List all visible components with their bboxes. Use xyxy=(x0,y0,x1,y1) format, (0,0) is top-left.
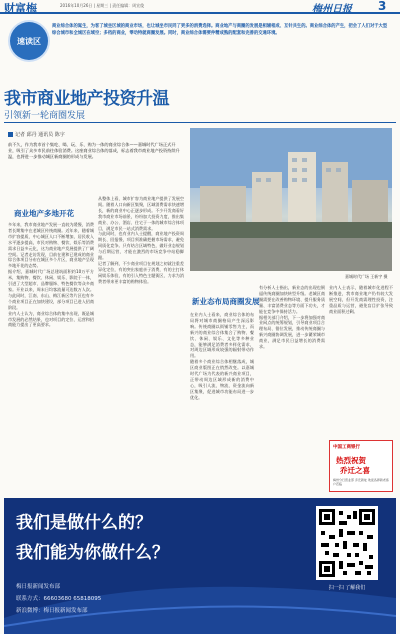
byline-text: 记者 邱丹 通讯员 陈宇 xyxy=(15,132,65,138)
paragraph: 在业内人士看来，商业综合体的布局将对城市商圈格局产生深远影响。传统商圈以街铺零售为主，而新兴的商业综合体集合了购物、餐饮、休闲、娱乐、文化等多种业态，能够满足消费者多样化需求，对周边区域形成较强的辐射带动作用。 xyxy=(190,312,254,359)
article-headline: 我市商业地产投资升温 xyxy=(4,89,169,109)
ad-title: 热烈祝贺 xyxy=(336,456,366,465)
banner-question-2: 我们能为你做什么？ xyxy=(16,543,169,563)
building-photo xyxy=(190,128,392,271)
masthead xyxy=(0,0,400,14)
quick-read-badge: 速读区 xyxy=(10,22,48,60)
paragraph: 据相关部门介绍，下一步将加强对商业网点的统筹规划，引导商业项目合理布局、错位发展，推动传统商圈与新兴商圈协调发展，进一步繁荣城市商业，满足市民日益增长的消费需求。 xyxy=(259,314,325,350)
paragraph: 随着多个商业综合体相继落成，城区商业版图正在悄然改变。以嘉城时代广场为代表的新兴商业项目，正带动周边区域形成新的消费中心，吸引人流、物流、资金流向新区集聚，促进城市功能布局进一步优化。 xyxy=(190,359,254,400)
lead-summary: 商业综合体的诞生，为客了城坐区城的商业市场，也让城坐市民同了更多的消费选择。商业地产与商圈的发展是相辅相成、互针共生的。商业综合体的产生，把会了人们对于大型综合城市和全城区在域空；多档的商业，零动特就商圈发展。同时，商业综合体需要仲精成熟的配套和完善的交通环境。 xyxy=(52,24,388,36)
photo-caption: 嘉城时代广场 王新宇 摄 xyxy=(345,274,388,279)
newspaper-name: 梅州日报 xyxy=(312,4,352,15)
bank-logo: 中国工商银行 xyxy=(333,445,360,450)
paragraph: 业内人士表示，随着城市化进程不断推进，我市商业地产仍有较大发展空间，但开发商需理性投资，注重品质与运营，避免盲目扩张导致商业面积过剩。 xyxy=(329,285,393,314)
issue-meta: 2016年10月26日 | 星期三 | 责任编辑：周宣俊 xyxy=(60,3,145,8)
column-1 xyxy=(8,222,94,492)
section-name: 财富梅 xyxy=(4,2,37,15)
paragraph: 多年来，我市商业地产发展一直较为缓慢，消费者长期集中在老城区传统商圈。近年来，随着城市扩容提质，中心城区人口不断增加，居民收入水平逐步提高，市民对购物、餐饮、娱乐等消费需求日益多元化，这为商业地产发展提供了广阔空间。记者走访发现，目前在建和已建成的商业综合体项目分布在城区多个片区，商业地产呈现多地开花的态势。 xyxy=(8,222,94,269)
column-3 xyxy=(190,312,254,494)
paragraph: 有分析人士指出，新业态的出现也倒逼传统商圈加快转型升级。老城区商圈需要在改善购物环境、提升服务质量、丰富消费业态等方面下功夫，才能在竞争中保持活力。 xyxy=(259,285,325,314)
qr-code[interactable] xyxy=(316,506,378,580)
building-photo-image xyxy=(190,128,392,271)
article-subheadline: 引领新一轮商圈发展 xyxy=(4,111,86,121)
page-number: 3 xyxy=(378,0,387,13)
intro-paragraph: 前不久，作为我市首个集吃、喝、玩、乐、购为一体的商业综合体——嘉城时代广场正式开业，吸引了众多市民前往体验消费。这座商业综合体的落成，标志着我市商业地产投资持续升温，也将进一步推动城区新商圈的形成与发展。 xyxy=(8,142,180,159)
paragraph: 与此同时，也有业内人士提醒，商业地产投资周期长、回报慢，项目须准确把握市场需求，避免同质化竞争。只有结合区域特色，做好业态规划与后期运营，才能在激烈的市场竞争中站稳脚跟。 xyxy=(98,231,184,261)
column-5 xyxy=(329,285,393,435)
qr-code-icon xyxy=(319,509,375,577)
bank-advertisement[interactable] xyxy=(329,440,393,492)
paragraph: 从整体上看，城市扩容为商业地产提供了发展空间。随着人口向新区集聚，区域消费需求快速增长，新的商业中心正逐步形成。不少开发商看好我市商业市场前景，纷纷加大投资力度，推出集商业、办公、酒店、住宅于一体的城市综合体项目，满足市民一站式消费需求。 xyxy=(98,196,184,231)
ad-footer: 梅州分行营业部 乔迁新址 欢迎各界新老客户莅临 xyxy=(333,478,389,486)
byline xyxy=(8,131,65,138)
paragraph: 业内人士认为，商业综合体的集中出现，既是城市发展的必然结果，也对项目的定位、运营和招商能力提出了更高要求。 xyxy=(8,310,94,328)
section-title-2: 新业态布局商圈发展 xyxy=(192,297,260,306)
banner-weibo: 新浪微博：梅日报新闻发布部 xyxy=(16,608,88,614)
banner-dept: 梅日报新闻发布部 xyxy=(16,584,61,590)
banner-phone: 联系方式：66603680 65818095 xyxy=(16,596,102,602)
column-2 xyxy=(98,196,184,492)
headline-divider xyxy=(4,122,396,123)
qr-caption: 扫一扫 了解我们 xyxy=(328,585,366,591)
paragraph: 记者了解到，不少商业项目在规划之初就注重差异化定位，有的突出家庭亲子消费，有的主打休闲娱乐体验，有的引入特色主题街区，力求为消费者带来更丰富的购物体验。 xyxy=(98,260,184,284)
banner-question-1: 我们是做什么的？ xyxy=(16,513,152,533)
section-title-1: 商业地产多地开花 xyxy=(14,209,74,218)
promo-banner xyxy=(4,498,396,634)
column-4 xyxy=(259,285,325,494)
byline-marker-icon xyxy=(8,132,13,137)
paragraph: 据介绍，嘉城时代广场总建筑面积约10万平方米，集购物、餐饮、休闲、娱乐、影院于一体，引进了大型超市、品牌服饰、特色餐饮等众多商家。开业以来，周末日均客流量可达数万人次。与此同时，江南、东山、梅江新区等片区也有多个商业项目正在加快建设，部分项目已进入招商阶段。 xyxy=(8,269,94,310)
ad-subtitle: 乔迁之喜 xyxy=(340,466,370,475)
